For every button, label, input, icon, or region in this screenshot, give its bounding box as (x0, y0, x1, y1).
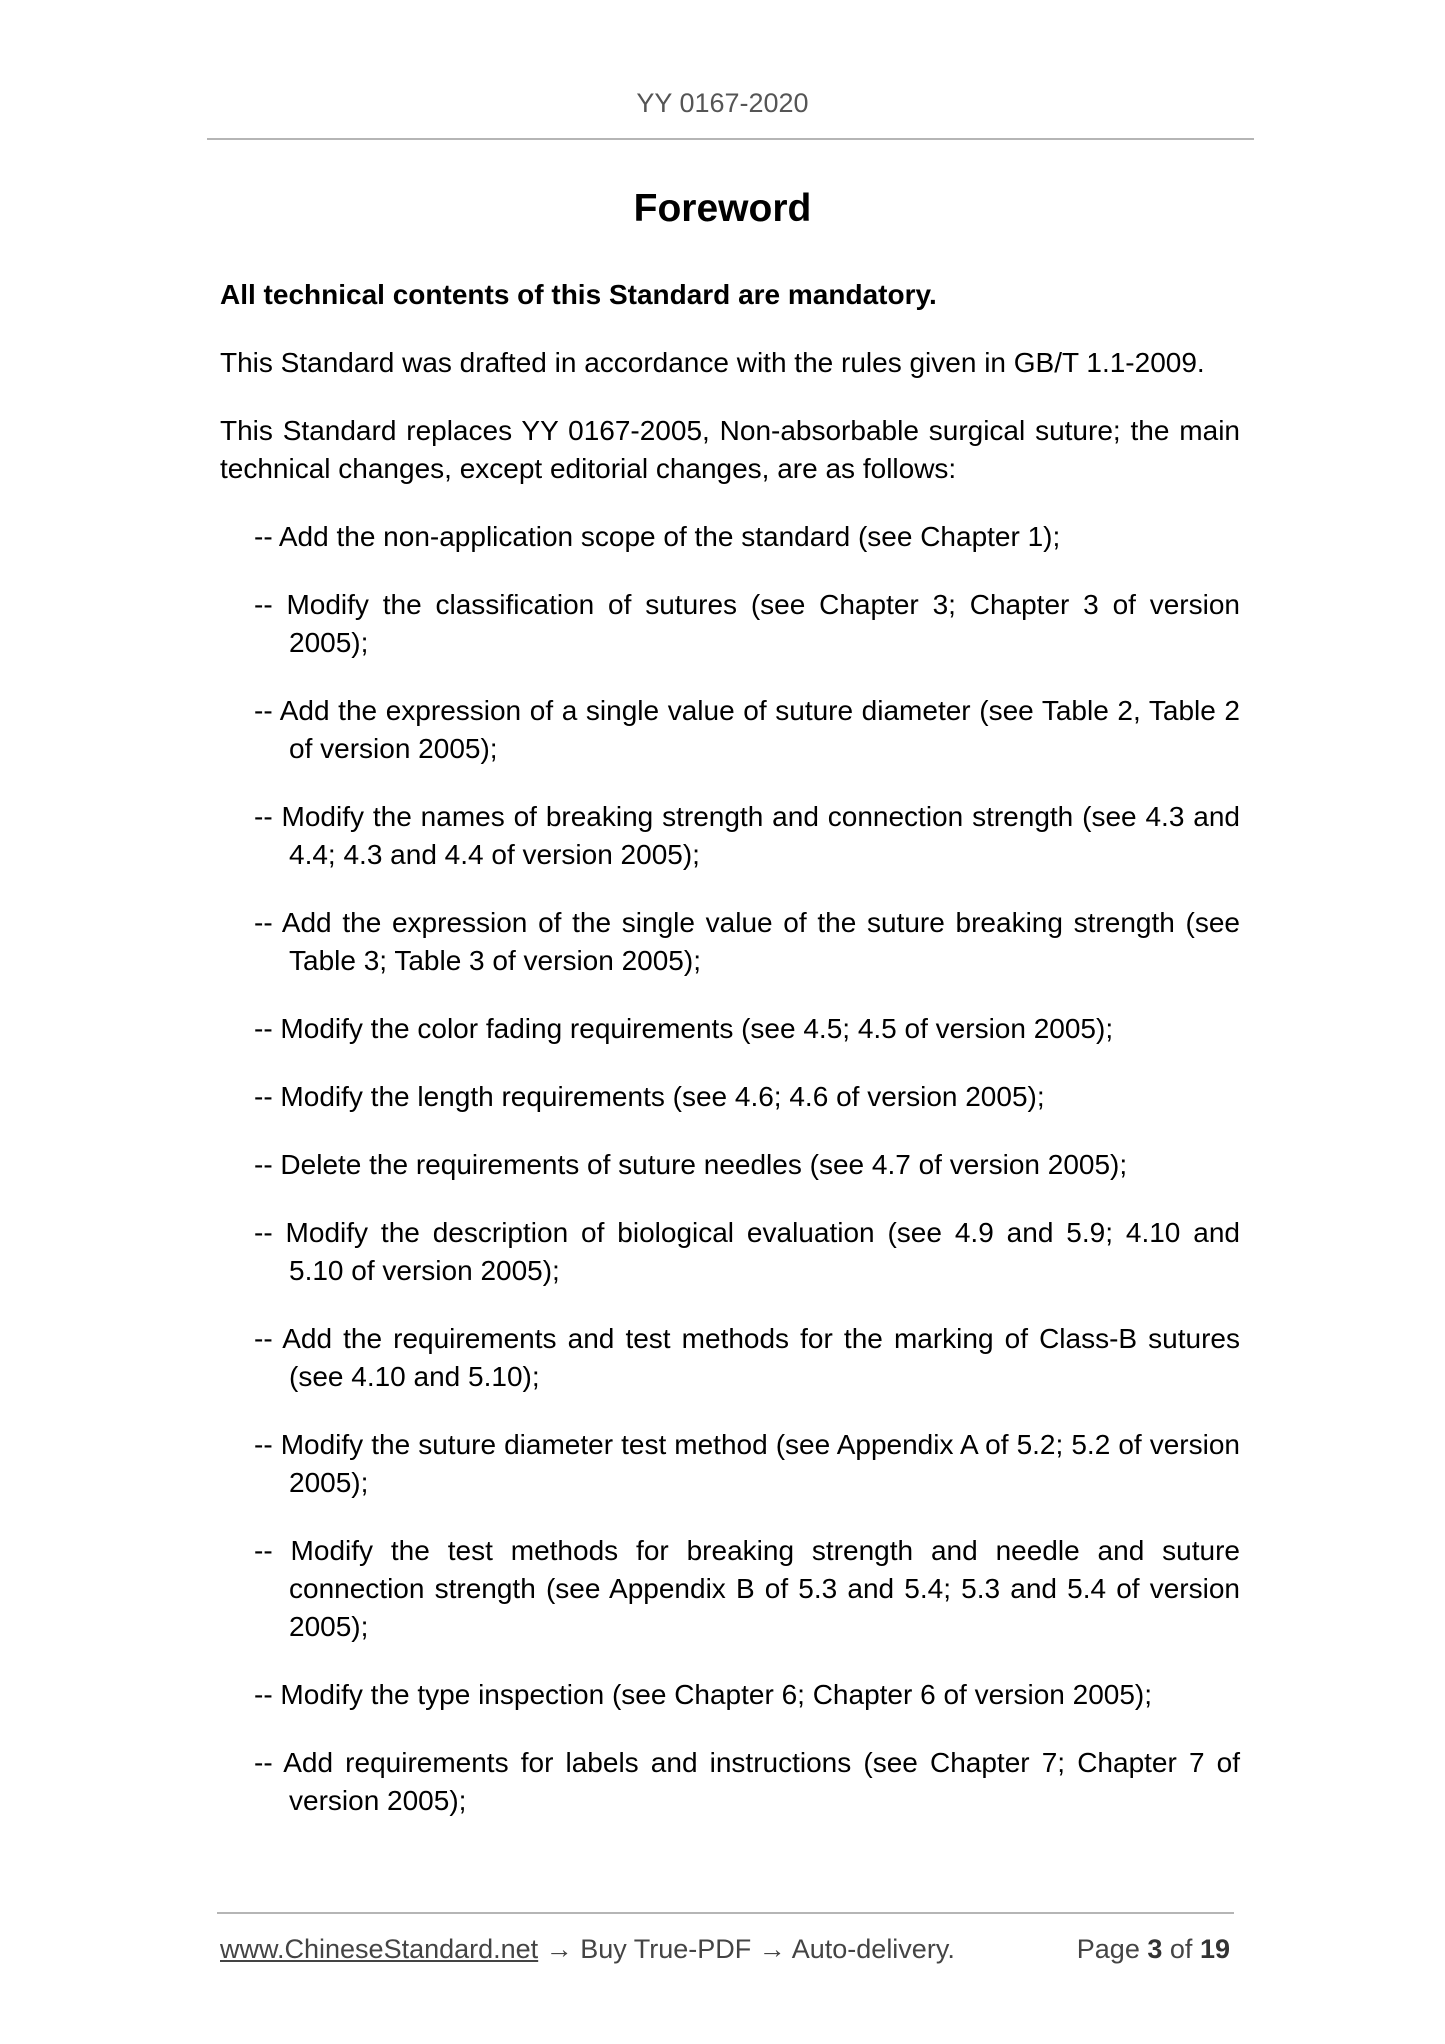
changes-list (220, 518, 1240, 1820)
list-item: -- Modify the type inspection (see Chapter 6; Chapter 6 of version 2005); (254, 1679, 1153, 1710)
list-item: -- Add the expression of a single value of suture diameter (see Table 2, Table 2 of version 2005); (254, 695, 1240, 764)
list-item: -- Add the requirements and test methods for the marking of Class-B sutures (see 4.10 and 5.10); (254, 1323, 1240, 1392)
list-item: -- Modify the test methods for breaking strength and needle and suture connection strength (see Appendix B of 5.3 and 5.4; 5.3 and 5.4 of version 2005); (254, 1535, 1240, 1642)
list-item: -- Modify the classification of sutures (see Chapter 3; Chapter 3 of version 2005); (254, 589, 1240, 658)
list-item: -- Modify the length requirements (see 4.6; 4.6 of version 2005); (254, 1081, 1045, 1112)
mandatory-statement: All technical contents of this Standard are mandatory. (220, 279, 937, 310)
footer-left (220, 1934, 955, 1964)
page-title: Foreword (633, 187, 812, 230)
list-item: -- Modify the suture diameter test method (see Appendix A of 5.2; 5.2 of version 2005); (254, 1429, 1240, 1498)
list-item: -- Modify the names of breaking strength and connection strength (see 4.3 and 4.4; 4.3 and 4.4 of version 2005); (254, 801, 1240, 870)
of-label: of (1169, 1934, 1193, 1964)
footer-divider (217, 1912, 1234, 1914)
total-pages-number: 19 (1199, 1934, 1230, 1964)
header-divider (207, 138, 1254, 140)
list-item: -- Delete the requirements of suture needles (see 4.7 of version 2005); (254, 1149, 1128, 1180)
drafting-statement: This Standard was drafted in accordance with the rules given in GB/T 1.1-2009. (220, 347, 1205, 378)
list-item: -- Add the non-application scope of the standard (see Chapter 1); (254, 521, 1061, 552)
footer-tagline: → Buy True-PDF → Auto-delivery. (538, 1934, 955, 1964)
page-indicator (1077, 1932, 1230, 1966)
current-page-number: 3 (1147, 1934, 1163, 1964)
replacement-statement: This Standard replaces YY 0167-2005, Non-absorbable surgical suture; the main technical changes, except editorial changes, are as follows: (220, 415, 1240, 484)
website-link[interactable]: www.ChineseStandard.net (220, 1934, 539, 1964)
list-item: -- Modify the color fading requirements (see 4.5; 4.5 of version 2005); (254, 1013, 1114, 1044)
list-item: -- Add requirements for labels and instructions (see Chapter 7; Chapter 7 of version 2005); (254, 1747, 1240, 1816)
page-footer (220, 1932, 1230, 1966)
foreword-body (220, 276, 1240, 1850)
page-header-code: YY 0167-2020 (636, 88, 809, 118)
page-label: Page (1076, 1934, 1140, 1964)
list-item: -- Modify the description of biological evaluation (see 4.9 and 5.9; 4.10 and 5.10 of version 2005); (254, 1217, 1240, 1286)
list-item: -- Add the expression of the single value of the suture breaking strength (see Table 3; Table 3 of version 2005); (254, 907, 1240, 976)
